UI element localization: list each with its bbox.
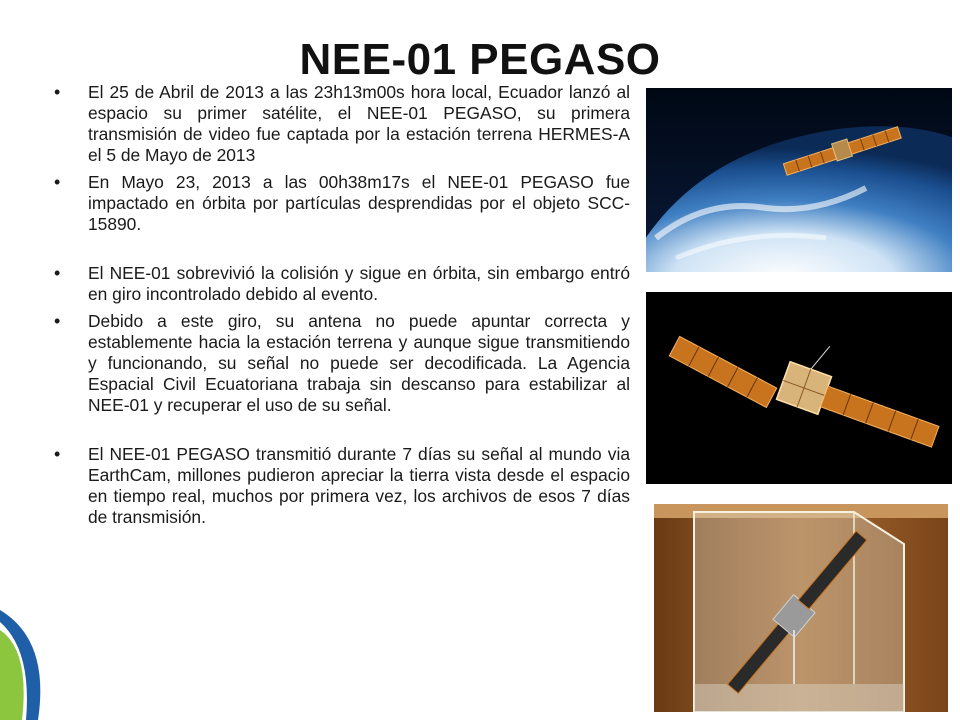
- satellite-model-display-case-photo: [654, 504, 948, 712]
- bullet-list: [52, 82, 630, 528]
- satellite-over-earth-photo: [646, 88, 952, 272]
- satellite-render-photo: [646, 292, 952, 484]
- slide-title: NEE-01 PEGASO: [299, 35, 661, 85]
- corner-logo: [0, 600, 60, 720]
- bullet-item: • Debido a este giro, su antena no puede apuntar correcta y establemente hacia la estación terrena y aunque sigue transmitiendo y funcionando, su señal no puede ser decodificada. La Agencia Espacial Civil Ecuatoriana trabaja sin descanso para estabilizar al NEE-01 y recuperar el uso de su señal.: [52, 311, 630, 416]
- bullet-item: • El NEE-01 PEGASO transmitió durante 7 días su señal al mundo via EarthCam, millones pudieron apreciar la tierra vista desde el espacio en tiempo real, muchos por primera vez, los archivos de esos 7 días de transmisión.: [52, 444, 630, 528]
- bullet-item: • En Mayo 23, 2013 a las 00h38m17s el NEE-01 PEGASO fue impactado en órbita por partículas desprendidas por el objeto SCC-15890.: [52, 172, 630, 235]
- bullet-item: • El 25 de Abril de 2013 a las 23h13m00s hora local, Ecuador lanzó al espacio su primer satélite, el NEE-01 PEGASO, su primera transmisión de video fue captada por la estación terrena HERMES-A el 5 de Mayo de 2013: [52, 82, 630, 166]
- bullet-item: • El NEE-01 sobrevivió la colisión y sigue en órbita, sin embargo entró en giro incontrolado debido al evento.: [52, 263, 630, 305]
